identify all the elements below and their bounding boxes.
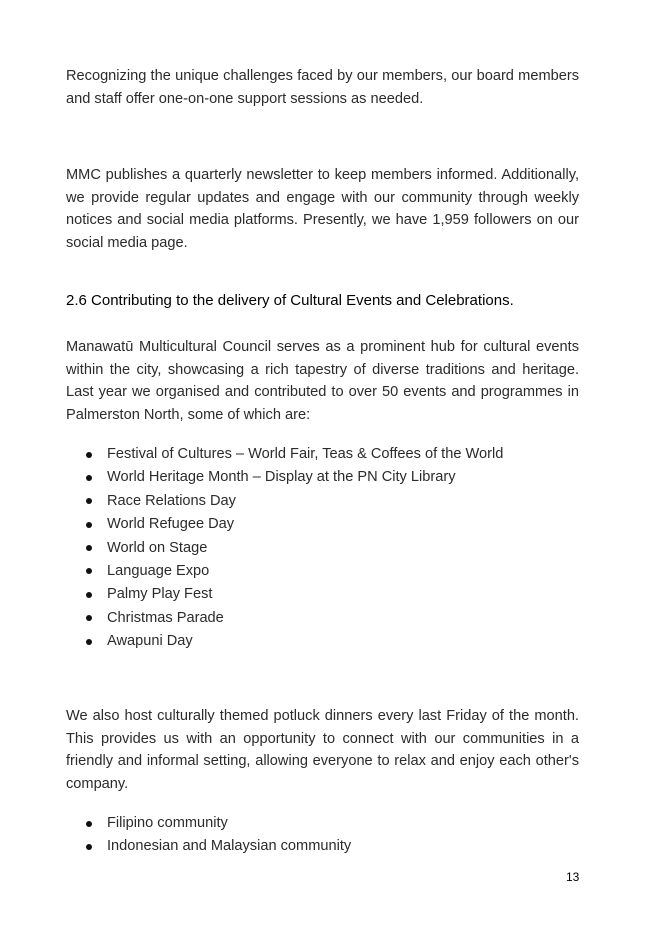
cultural-hub-paragraph: Manawatū Multicultural Council serves as a prominent hub for cultural events within the city, showcasing a rich tapestry of diverse traditions and heritage. Last year we organised and contributed to over 50 events and programmes in Palmerston North, some of which are: [66, 339, 579, 423]
newsletter-paragraph: MMC publishes a quarterly newsletter to keep members informed. Additionally, we provide regular updates and engage with our community through weekly notices and social media platforms. Presently, we have 1,959 followers on our social media page. [66, 167, 579, 251]
list-item: Palmy Play Fest [86, 583, 503, 606]
list-item: Filipino community [86, 812, 351, 835]
community-list [86, 812, 351, 859]
events-list [86, 443, 503, 654]
list-item: Race Relations Day [86, 490, 503, 513]
support-paragraph: Recognizing the unique challenges faced by our members, our board members and staff offer one-on-one support sessions as needed. [66, 68, 579, 107]
list-item: Awapuni Day [86, 630, 503, 653]
bullet-icon [86, 522, 92, 528]
list-item: Christmas Parade [86, 607, 503, 630]
list-item: Language Expo [86, 560, 503, 583]
section-heading: 2.6 Contributing to the delivery of Cultural Events and Celebrations. [66, 292, 514, 309]
list-item: Festival of Cultures – World Fair, Teas & Coffees of the World [86, 443, 503, 466]
bullet-icon [86, 475, 92, 481]
bullet-icon [86, 639, 92, 645]
bullet-icon [86, 844, 92, 850]
list-item: World on Stage [86, 537, 503, 560]
page-number: 13 [566, 870, 580, 884]
list-item: World Refugee Day [86, 513, 503, 536]
bullet-icon [86, 568, 92, 574]
bullet-icon [86, 545, 92, 551]
bullet-icon [86, 452, 92, 458]
bullet-icon [86, 498, 92, 504]
list-item: Indonesian and Malaysian community [86, 835, 351, 858]
potluck-paragraph: We also host culturally themed potluck dinners every last Friday of the month. This provides us with an opportunity to connect with our communities in a friendly and informal setting, allowing everyone to relax and enjoy each other's company. [66, 708, 579, 792]
bullet-icon [86, 821, 92, 827]
list-item: World Heritage Month – Display at the PN City Library [86, 466, 503, 489]
bullet-icon [86, 615, 92, 621]
bullet-icon [86, 592, 92, 598]
